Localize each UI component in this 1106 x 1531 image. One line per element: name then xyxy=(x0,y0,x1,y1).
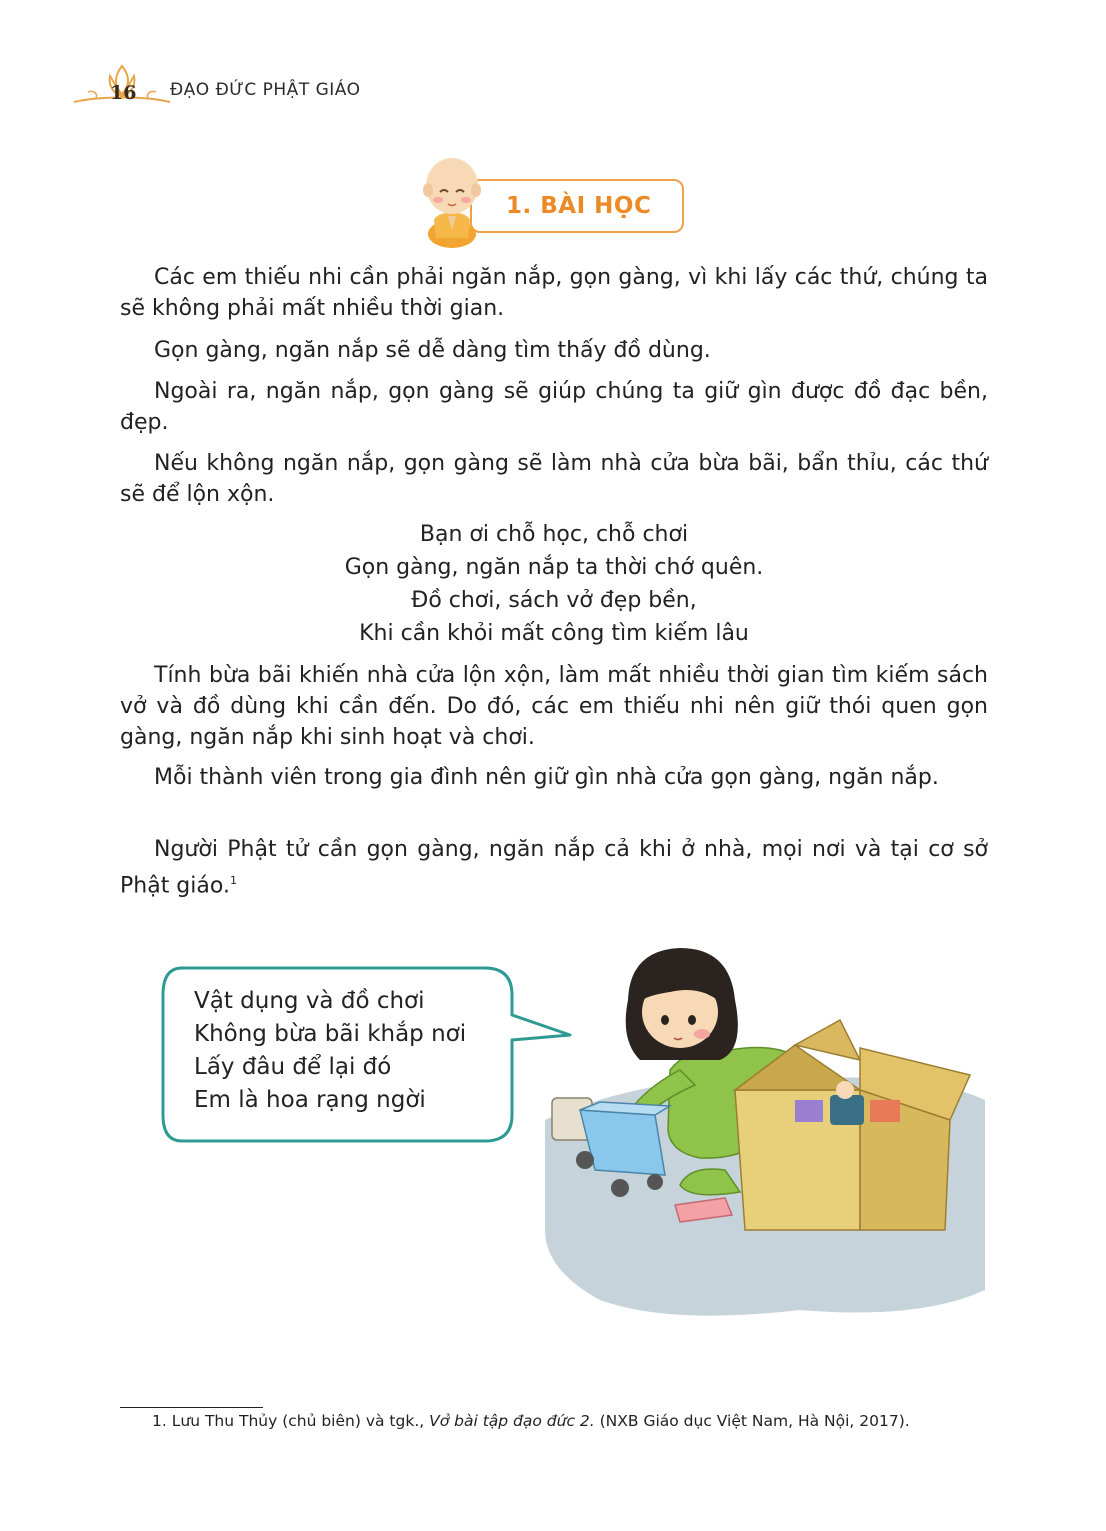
footnote-author: Lưu Thu Thủy (chủ biên) và tgk., xyxy=(171,1412,425,1430)
footnote-separator xyxy=(120,1407,263,1408)
bubble-line: Em là hoa rạng ngời xyxy=(194,1087,426,1113)
page-header xyxy=(70,62,390,112)
poem xyxy=(120,518,988,650)
paragraph-2: Gọn gàng, ngăn nắp sẽ dễ dàng tìm thấy đồ dùng. xyxy=(154,338,711,363)
footnote xyxy=(152,1412,910,1430)
poem-line: Bạn ơi chỗ học, chỗ chơi xyxy=(419,522,689,547)
lesson-title: 1. BÀI HỌC xyxy=(506,193,652,219)
lesson-heading xyxy=(418,150,688,250)
bubble-line: Không bừa bãi khắp nơi xyxy=(194,1021,467,1047)
footnote-work: Vở bài tập đạo đức 2. xyxy=(429,1412,595,1430)
paragraph-6: Mỗi thành viên trong gia đình nên giữ gìn nhà cửa gọn gàng, ngăn nắp. xyxy=(154,765,939,790)
paragraph-7-text: Người Phật tử cần gọn gàng, ngăn nắp cả khi ở nhà, mọi nơi và tại cơ sở Phật giáo. xyxy=(120,837,988,899)
footnote-reference: 1 xyxy=(229,874,237,887)
lesson-title-box xyxy=(470,179,684,233)
footnote-number: 1. xyxy=(152,1412,167,1430)
poem-line: Gọn gàng, ngăn nắp ta thời chớ quên. xyxy=(344,555,764,580)
book-title: ĐẠO ĐỨC PHẬT GIÁO xyxy=(170,80,361,100)
paragraph-4: Nếu không ngăn nắp, gọn gàng sẽ làm nhà cửa bừa bãi, bẩn thỉu, các thứ sẽ để lộn xộn. xyxy=(120,451,988,507)
little-monk-icon xyxy=(418,150,488,250)
paragraph-5: Tính bừa bãi khiến nhà cửa lộn xộn, làm mất nhiều thời gian tìm kiếm sách vở và đồ dùng khi cần đến. Do đó, các em thiếu nhi nên giữ thói quen gọn gàng, ngăn nắp khi sinh hoạt và chơi. xyxy=(120,663,988,750)
bubble-line: Lấy đâu để lại đó xyxy=(194,1054,392,1080)
bubble-line: Vật dụng và đồ chơi xyxy=(194,988,425,1014)
paragraph-1: Các em thiếu nhi cần phải ngăn nắp, gọn gàng, vì khi lấy các thứ, chúng ta sẽ không phải mất nhiều thời gian. xyxy=(120,265,988,321)
footnote-publisher: (NXB Giáo dục Việt Nam, Hà Nội, 2017). xyxy=(599,1412,910,1430)
paragraph-3: Ngoài ra, ngăn nắp, gọn gàng sẽ giúp chúng ta giữ gìn được đồ đạc bền, đẹp. xyxy=(120,379,988,435)
speech-bubble-text xyxy=(194,985,466,1117)
poem-line: Khi cần khỏi mất công tìm kiếm lâu xyxy=(359,621,749,646)
girl-tidying-toys-illustration xyxy=(540,930,990,1325)
poem-line: Đồ chơi, sách vở đẹp bền, xyxy=(411,588,697,613)
paragraph-7 xyxy=(120,834,988,901)
page-number: 16 xyxy=(110,82,137,104)
